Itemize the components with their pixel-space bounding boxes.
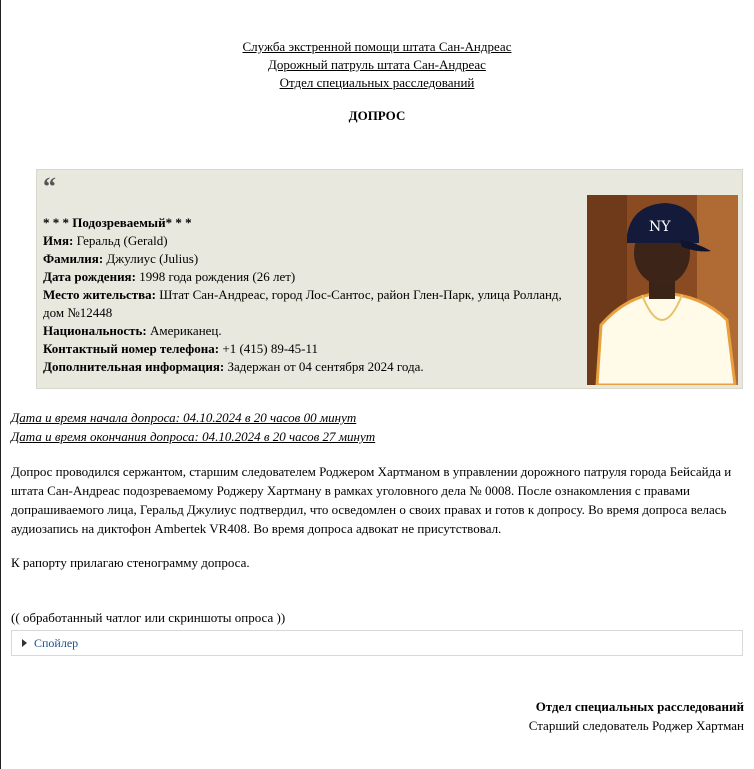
profile-field: Имя: Геральд (Gerald) bbox=[43, 233, 168, 248]
interrogation-description: Допрос проводился сержантом, старшим следователем Роджером Хартманом в управлении дорожного патруля города Бейсайда и штата Сан-Андреас подозреваемому Роджеру Хартману в рамках уголовного дела № 0008. После ознакомления с правами допрашиваемого лица, Геральд Джулиус подтвердил, что осведомлен о своих правах и готов к допросу. Во время допроса велась аудиозапись на диктофон Ambertek VR408. Во время допроса адвокат не присутствовал. bbox=[11, 464, 732, 536]
start-datetime: Дата и время начала допроса: 04.10.2024 в 20 часов 00 минут bbox=[11, 410, 357, 425]
document-title: ДОПРОС bbox=[348, 108, 406, 123]
header-line-2: Дорожный патруль штата Сан-Андреас bbox=[268, 57, 486, 72]
triangle-right-icon bbox=[22, 639, 27, 647]
svg-text:NY: NY bbox=[649, 219, 671, 235]
end-datetime: Дата и время окончания допроса: 04.10.2024 в 20 часов 27 минут bbox=[11, 429, 376, 444]
profile-field: Контактный номер телефона: +1 (415) 89-45-11 bbox=[43, 341, 319, 356]
suspect-photo bbox=[587, 195, 738, 385]
suspect-quote-block bbox=[36, 169, 743, 389]
ooc-note: (( обработанный чатлог или скриншоты опроса )) bbox=[11, 610, 286, 625]
document-header bbox=[0, 38, 754, 92]
header-line-3: Отдел специальных расследований bbox=[279, 75, 475, 90]
header-line-1: Служба экстренной помощи штата Сан-Андреас bbox=[242, 39, 512, 54]
suspect-profile bbox=[43, 214, 573, 376]
profile-field: Фамилия: Джулиус (Julius) bbox=[43, 251, 199, 266]
signature-department: Отдел специальных расследований bbox=[535, 699, 744, 714]
interrogation-dates bbox=[11, 408, 375, 446]
signature-name: Старший следователь Роджер Хартман bbox=[528, 718, 744, 733]
quote-icon: “ bbox=[43, 172, 56, 201]
spoiler-label[interactable]: Спойлер bbox=[34, 635, 79, 650]
spoiler-toggle[interactable] bbox=[11, 630, 743, 656]
profile-heading: * * * Подозреваемый* * * bbox=[43, 215, 192, 230]
report-note: К рапорту прилагаю стенограмму допроса. bbox=[11, 555, 250, 570]
profile-field: Место жительства: Штат Сан-Андреас, город Лос-Сантос, район Глен-Парк, улица Ролланд, дом №12448 bbox=[43, 287, 562, 320]
profile-field: Национальность: Американец. bbox=[43, 323, 222, 338]
profile-field: Дополнительная информация: Задержан от 04 сентября 2024 года. bbox=[43, 359, 424, 374]
signature-block bbox=[529, 697, 744, 735]
profile-field: Дата рождения: 1998 года рождения (26 лет) bbox=[43, 269, 296, 284]
